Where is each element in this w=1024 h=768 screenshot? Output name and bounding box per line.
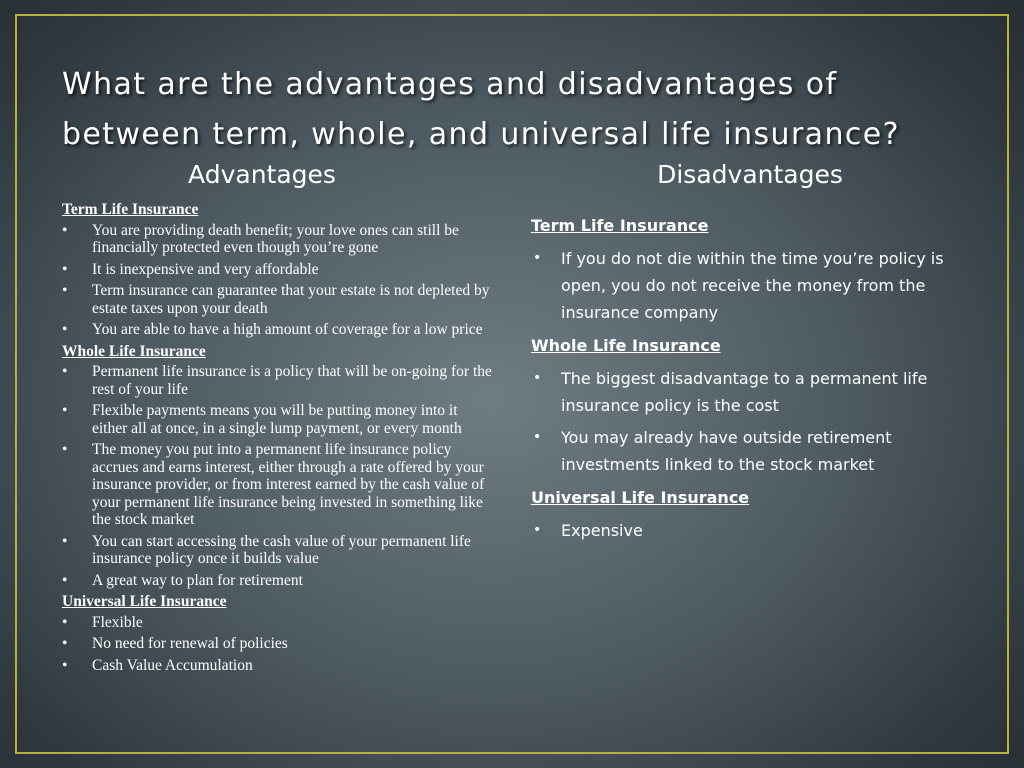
list-item: • No need for renewal of policies: [62, 635, 494, 653]
list-item: • Flexible: [62, 614, 494, 632]
disadvantages-column: [531, 212, 961, 550]
list-item: • You may already have outside retirement investments linked to the stock market: [531, 424, 961, 478]
list-item: • The biggest disadvantage to a permanent life insurance policy is the cost: [531, 365, 961, 419]
list-item: • It is inexpensive and very affordable: [62, 261, 494, 279]
list-item: • If you do not die within the time you’re policy is open, you do not receive the money from the insurance company: [531, 245, 961, 326]
adv-term-list: [62, 222, 494, 339]
dis-universal-heading: Universal Life Insurance: [531, 488, 750, 507]
list-item: • Permanent life insurance is a policy that will be on-going for the rest of your life: [62, 363, 494, 398]
list-item: • You are providing death benefit; your love ones can still be financially protected even though you’re gone: [62, 222, 494, 257]
dis-whole-heading: Whole Life Insurance: [531, 336, 721, 355]
adv-universal-heading: Universal Life Insurance: [62, 593, 227, 610]
list-item: • Flexible payments means you will be putting money into it either all at once, in a single lump payment, or every month: [62, 402, 494, 437]
adv-term-heading: Term Life Insurance: [62, 201, 199, 218]
dis-whole-list: [531, 365, 961, 478]
dis-term-list: [531, 245, 961, 326]
disadvantages-heading: Disadvantages: [657, 160, 843, 189]
dis-term-heading: Term Life Insurance: [531, 216, 709, 235]
list-item: • A great way to plan for retirement: [62, 572, 494, 590]
advantages-column: [62, 199, 494, 678]
list-item: • The money you put into a permanent life insurance policy accrues and earns interest, either through a rate offered by your insurance provider, or from interest earned by the cash value of your permanent life insurance being invested in something like the stock market: [62, 441, 494, 529]
list-item: • Term insurance can guarantee that your estate is not depleted by estate taxes upon your death: [62, 282, 494, 317]
adv-universal-list: [62, 614, 494, 675]
adv-whole-list: [62, 363, 494, 589]
list-item: • Cash Value Accumulation: [62, 657, 494, 675]
adv-whole-heading: Whole Life Insurance: [62, 342, 206, 360]
list-item: • Expensive: [531, 517, 961, 544]
advantages-heading: Advantages: [188, 160, 336, 189]
slide-title: What are the advantages and disadvantages of between term, whole, and universal life insurance?: [62, 67, 900, 152]
list-item: • You can start accessing the cash value of your permanent life insurance policy once it builds value: [62, 533, 494, 568]
list-item: • You are able to have a high amount of coverage for a low price: [62, 321, 494, 339]
dis-universal-list: [531, 517, 961, 544]
